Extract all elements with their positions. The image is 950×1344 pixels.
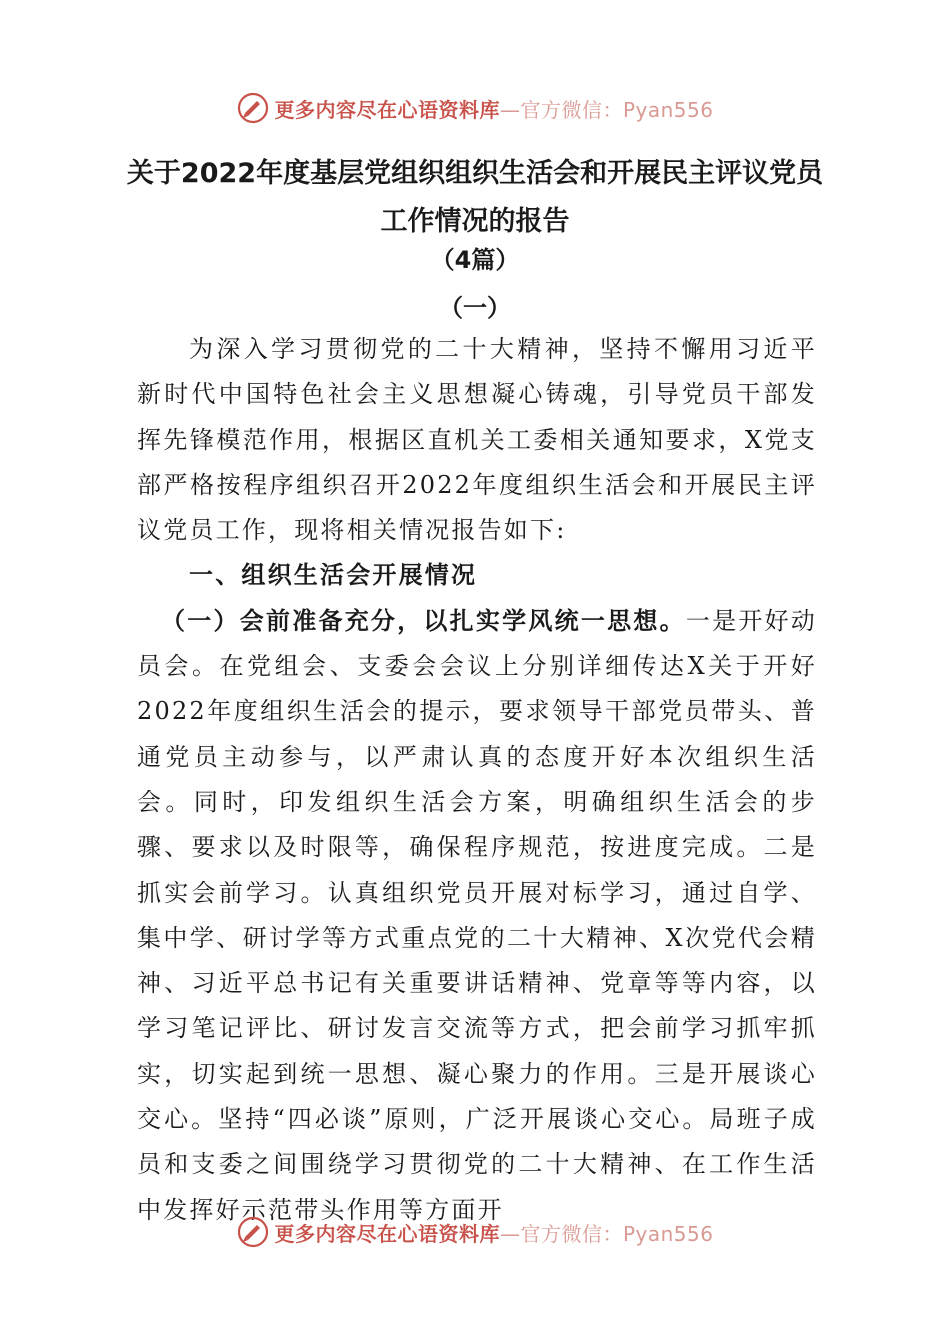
watermark-text: 更多内容尽在心语资料库—官方微信：Pyan556 [274, 1221, 714, 1246]
logo-icon [236, 91, 270, 125]
section-label: （一） [439, 294, 511, 322]
watermark-footer [0, 1212, 950, 1252]
logo-icon [236, 1215, 270, 1249]
document-body [137, 327, 817, 1233]
paragraph-text: 一是开好动员会。在党组会、支委会会议上分别详细传达X关于开好2022年度组织生活会的提示，要求领导干部党员带头、普通党员主动参与，以严肃认真的态度开好本次组织生活会。同时，印发组织生活会方案，明确组织生活会的步骤、要求以及时限等，确保程序规范，按进度完成。二是抓实会前学习。认真组织党员开展对标学习，通过自学、集中学、研讨学等方式重点党的二十大精神、X次党代会精神、习近平总书记有关重要讲话精神、党章等等内容，以学习笔记评比、研讨发言交流等方式，把会前学习抓牢抓实，切实起到统一思想、凝心聚力的作用。三是开展谈心交心。坚持“四必谈”原则，广泛开展谈心交心。局班子成员和支委之间围绕学习贯彻党的二十大精神、在工作生活中发挥好示范带头作用等方面开 [137, 606, 818, 1224]
intro-paragraph: 为深入学习贯彻党的二十大精神，坚持不懈用习近平新时代中国特色社会主义思想凝心铸魂，引导党员干部发挥先锋模范作用，根据区直机关工委相关通知要求，X党支部严格按程序组织召开2022年度组织生活会和开展民主评议党员工作，现将相关情况报告如下: [137, 335, 817, 545]
watermark-header [0, 88, 950, 128]
document-count-label: （4篇） [430, 246, 520, 274]
watermark-text: 更多内容尽在心语资料库—官方微信：Pyan556 [274, 97, 714, 122]
document-title: 关于2022年度基层党组织组织生活会和开展民主评议党员工作情况的报告 [126, 158, 824, 237]
paragraph-section-1 [137, 599, 817, 1233]
heading-level-1: 一、组织生活会开展情况 [189, 561, 478, 590]
heading-level-2: （一）会前准备充分，以扎实学风统一思想。 [161, 606, 686, 635]
